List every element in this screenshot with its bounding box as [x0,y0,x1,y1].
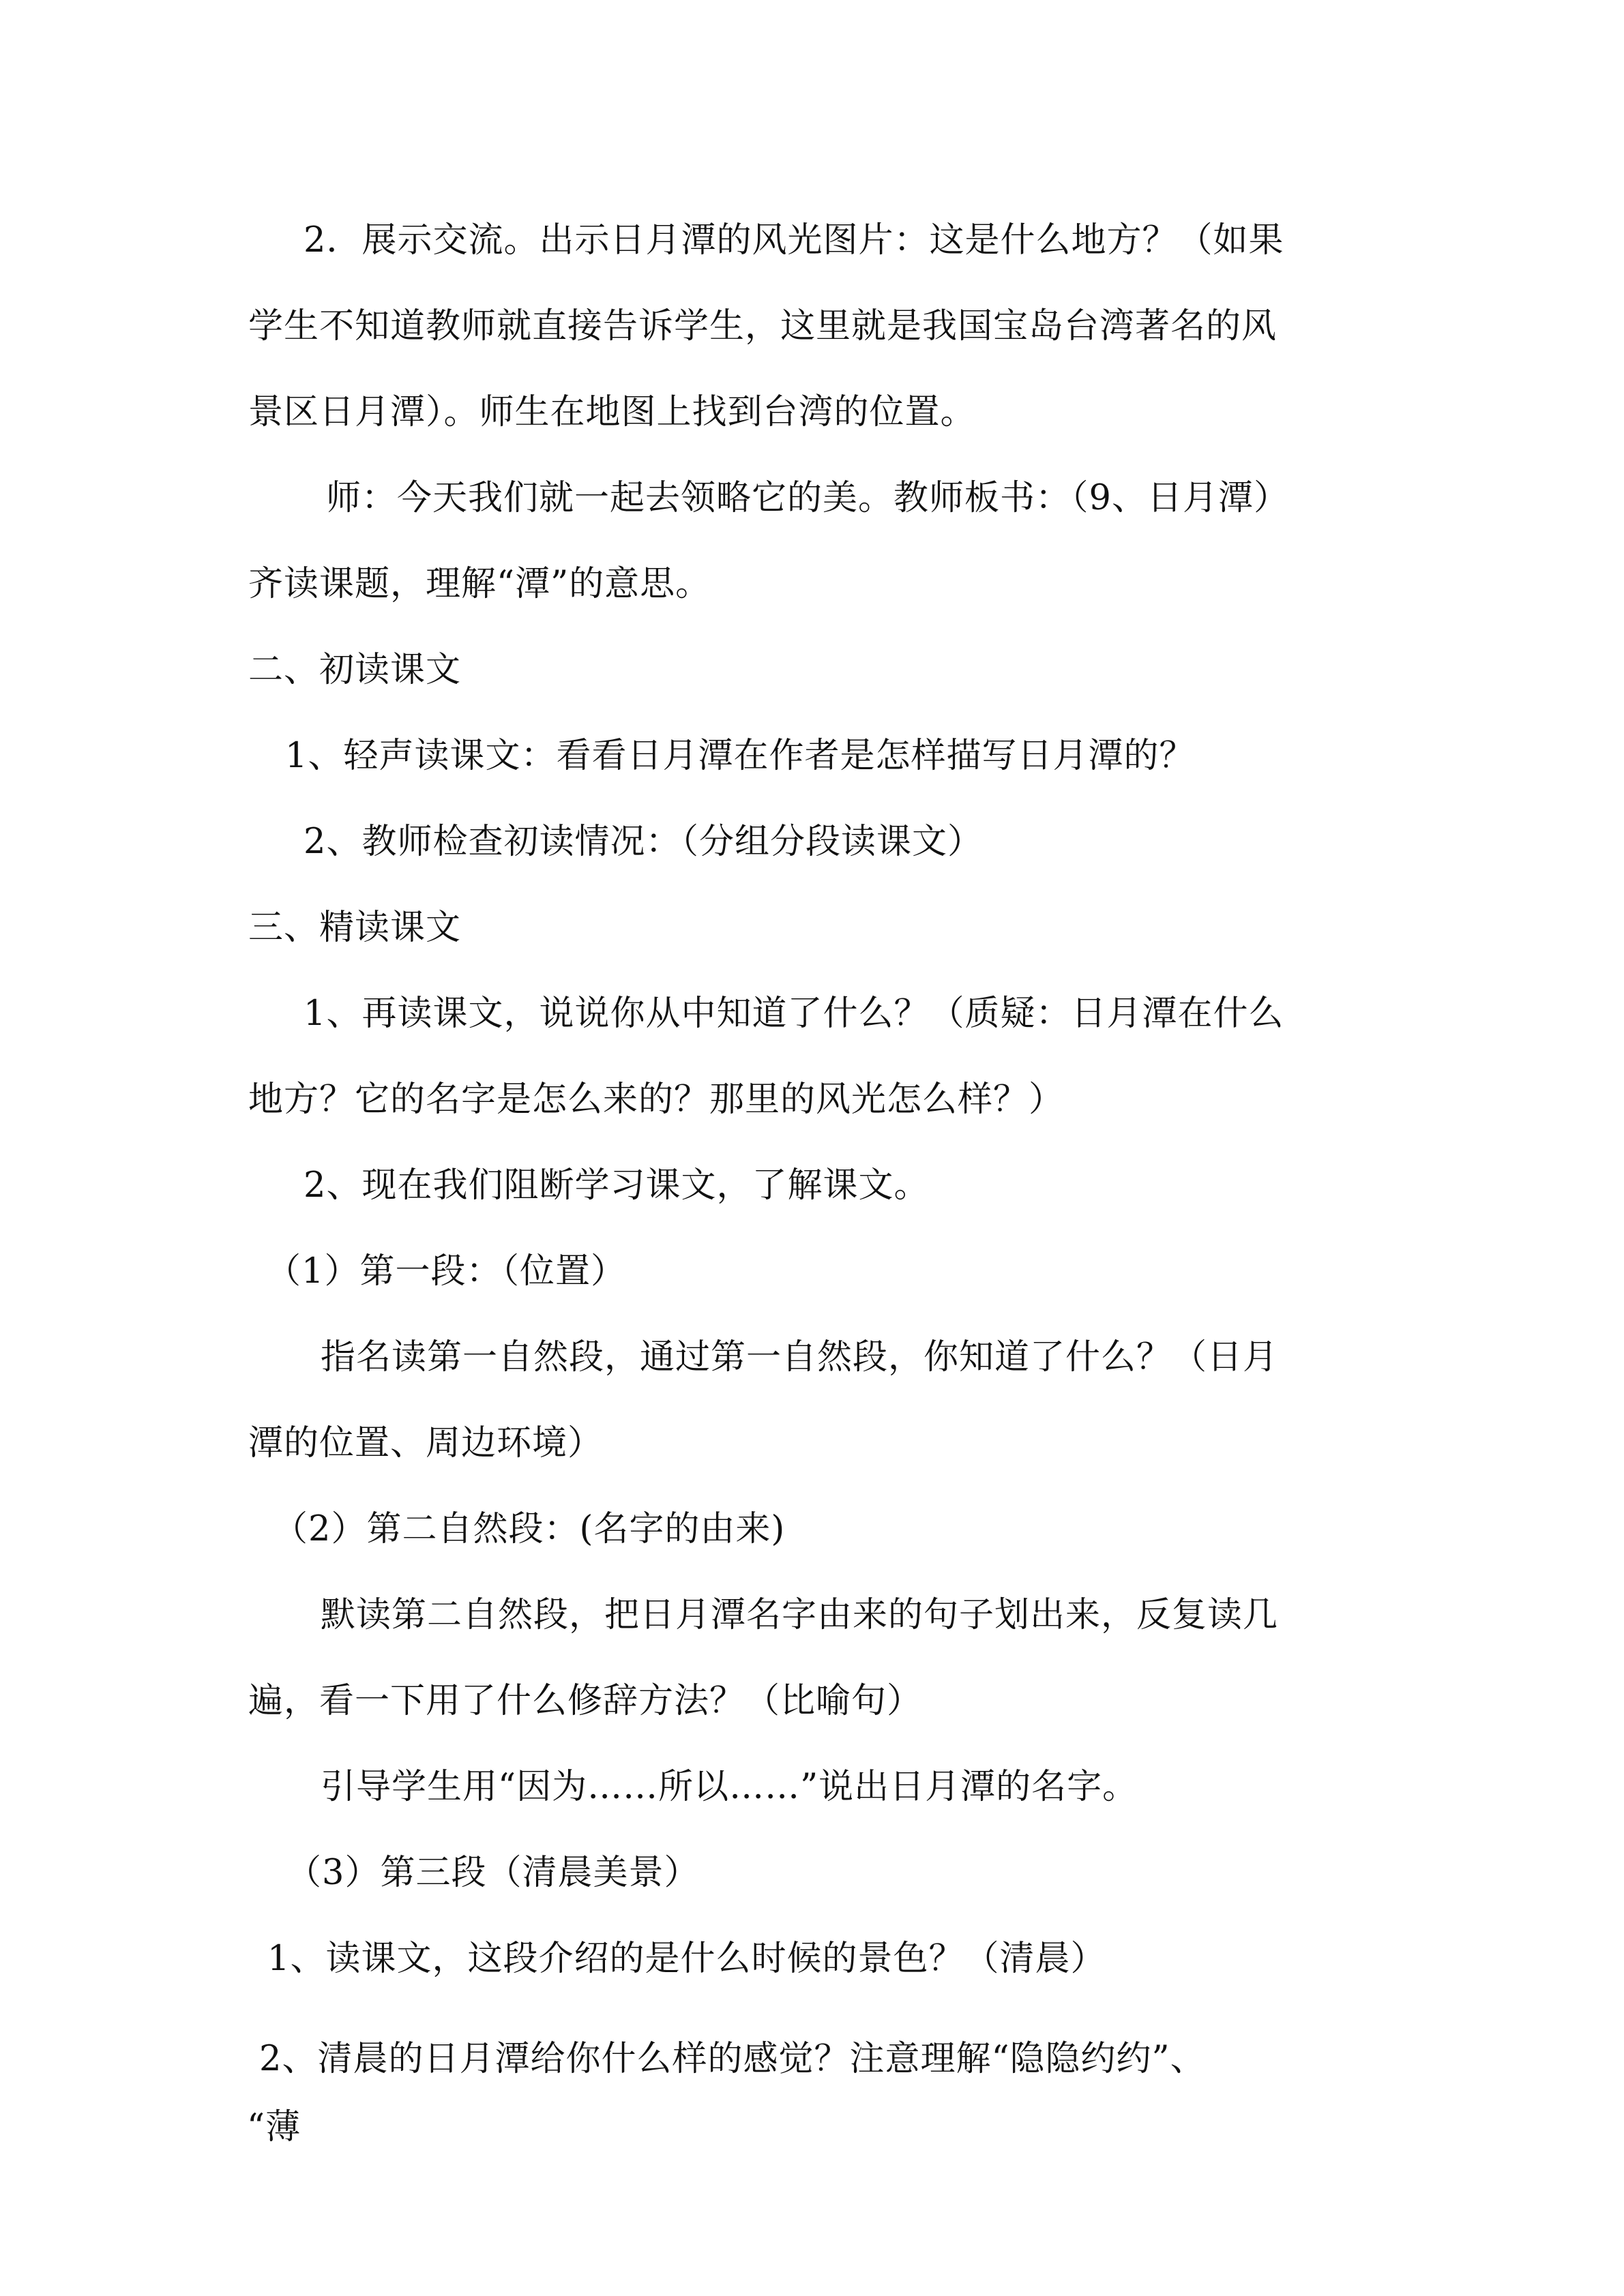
text-line-15: 潭的位置、周边环境） [248,1423,604,1463]
text-line-7: 1、轻声读课文：看看日月潭在作者是怎样描写日月潭的？ [285,736,1195,776]
text-line-11: 地方？它的名字是怎么来的？那里的风光怎么样？） [248,1079,1065,1120]
text-line-2: 学生不知道教师就直接告诉学生，这里就是我国宝岛台湾著名的风 [248,306,1278,346]
subsection-3: （3）第三段（清晨美景） [286,1853,700,1893]
text-line-19: 引导学生用“因为……所以……”说出日月潭的名字。 [321,1767,1138,1807]
text-line-21: 1、读课文，这段介绍的是什么时候的景色？（清晨） [267,1939,1106,1979]
text-line-22: 2、清晨的日月潭给你什么样的感觉？注意理解“隐隐约约”、 [259,2039,1206,2079]
text-line-23: “薄 [247,2107,301,2147]
text-line-12: 2、现在我们阻断学习课文，了解课文。 [304,1165,930,1206]
subsection-2: （2）第二自然段：(名字的由来) [273,1509,786,1549]
text-line-14: 指名读第一自然段，通过第一自然段，你知道了什么？（日月 [321,1337,1279,1377]
text-line-18: 遍，看一下用了什么修辞方法？（比喻句） [248,1681,923,1721]
text-line-10: 1、再读课文，说说你从中知道了什么？（质疑：日月潭在什么 [304,994,1284,1034]
text-line-17: 默读第二自然段，把日月潭名字由来的句子划出来，反复读几 [321,1595,1279,1635]
text-line-4: 师：今天我们就一起去领略它的美。教师板书：（9、日月潭） [326,478,1289,518]
section-heading-3: 三、精读课文 [248,908,462,948]
text-line-3: 景区日月潭）。师生在地图上找到台湾的位置。 [248,392,976,432]
text-line-8: 2、教师检查初读情况：（分组分段读课文） [304,822,983,862]
text-line-1: 2．展示交流。出示日月潭的风光图片：这是什么地方？（如果 [304,220,1284,260]
text-line-5: 齐读课题，理解“潭”的意思。 [248,564,711,604]
subsection-1: （1）第一段：（位置） [266,1251,626,1292]
section-heading-2: 二、初读课文 [248,650,462,690]
